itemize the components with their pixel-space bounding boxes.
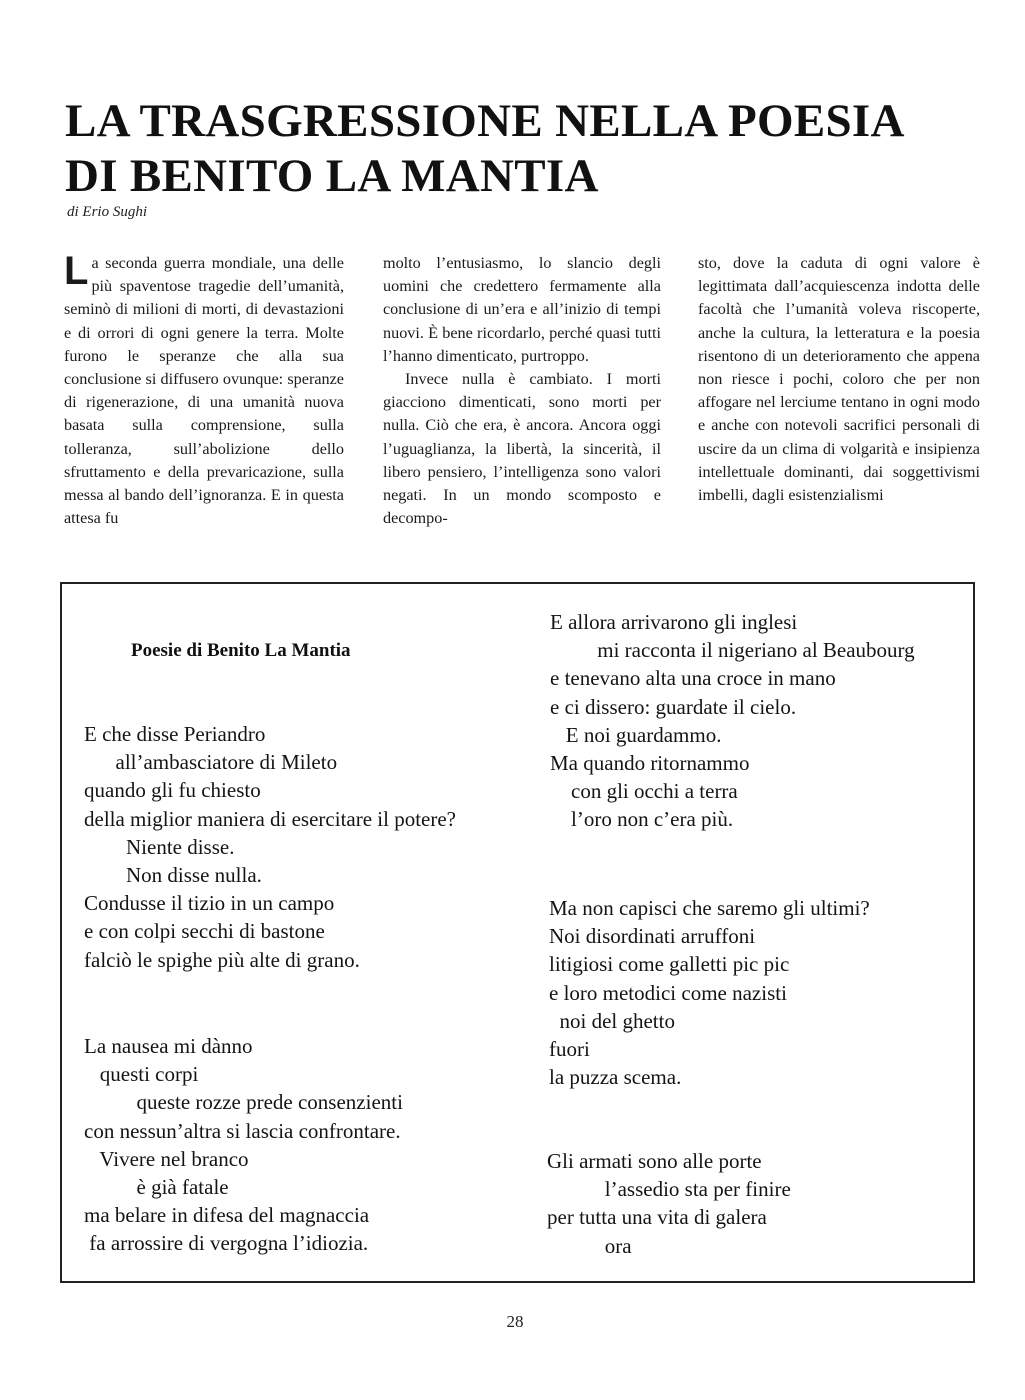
article-column-3 — [698, 252, 980, 507]
poem-line: con gli occhi a terra — [550, 779, 738, 804]
poem-line: E noi guardammo. — [550, 722, 722, 747]
article-title — [65, 94, 905, 204]
poem-line: La nausea mi dànno — [84, 1034, 253, 1058]
poem-line: E che disse Periandro — [84, 722, 266, 746]
poem-line: e con colpi secchi di bastone — [84, 919, 325, 944]
poem-line: Condusse il tizio in un campo — [84, 891, 335, 916]
poem-line: questi corpi — [84, 1062, 199, 1087]
poem-line: Gli armati sono alle porte — [547, 1149, 762, 1173]
poem-line: fa arrossire di vergogna l’idiozia. — [84, 1231, 369, 1256]
poems-heading: Poesie di Benito La Mantia — [131, 640, 351, 661]
column-2-paragraph-2: Invece nulla è cambiato. I morti giacciono dimenticati, sono morti per nulla. Ciò che era, è ancora. Ancora oggi l’uguaglianza, la libertà, la sincerità, il libero pensiero, l’intelligenza sono valori negati. In un mondo scomposto e decompo- — [383, 370, 661, 528]
column-2-paragraph-1: molto l’entusiasmo, lo slancio degli uomini che credettero fermamente alla conclusione di un’era e all’inizio di tempi nuovi. È bene ricordarlo, perché quasi tutti l’hanno dimenticato, purtroppo. — [383, 254, 661, 365]
poem-line: e ci dissero: guardate il cielo. — [550, 694, 797, 719]
drop-cap: L — [64, 249, 89, 293]
poem-line: Non disse nulla. — [84, 863, 262, 888]
poem-line: della miglior maniera di esercitare il potere? — [84, 806, 456, 831]
poem-line: la puzza scema. — [549, 1065, 682, 1090]
poem-line: ma belare in difesa del magnaccia — [84, 1203, 370, 1228]
article-title-line-2: DI BENITO LA MANTIA — [65, 150, 599, 202]
article-column-2 — [383, 252, 661, 530]
poem-line: E allora arrivarono gli inglesi — [550, 610, 798, 634]
poem-line: falciò le spighe più alte di grano. — [84, 947, 360, 972]
poem-line: Ma non capisci che saremo gli ultimi? — [549, 896, 870, 920]
poem-line: ora — [547, 1233, 632, 1258]
poem-line: noi del ghetto — [549, 1008, 675, 1033]
column-1-paragraph-1: a seconda guerra mondiale, una delle più spaventose tragedie dell’umanità, seminò di milioni di morti, di devastazioni e di orrori di ogni genere la terra. Molte furono le speranze che alla sua conclusione si diffusero ovunque: speranze di rigenerazione, di una umanità nuova basata sulla comprensione, sulla tolleranza, sull’abolizione dello sfruttamento e della prevaricazione, sulla messa al bando dell’ignoranza. E in questa attesa fu — [64, 254, 344, 528]
poem-line: l’assedio sta per finire — [547, 1177, 791, 1202]
poem-right-1 — [550, 608, 915, 834]
poem-line: Vivere nel branco — [84, 1146, 249, 1171]
poem-line: litigiosi come galletti pic pic — [549, 952, 790, 977]
poem-line: e tenevano alta una croce in mano — [550, 666, 836, 691]
article-column-1 — [64, 249, 344, 530]
byline: di Erio Sughi — [67, 204, 148, 220]
article-title-line-1: LA TRASGRESSIONE NELLA POESIA — [65, 95, 905, 147]
poem-right-3 — [547, 1147, 791, 1260]
poem-line: fuori — [549, 1037, 590, 1062]
poem-line: con nessun’altra si lascia confrontare. — [84, 1118, 401, 1143]
poem-line: mi racconta il nigeriano al Beaubourg — [550, 638, 915, 663]
poem-line: e loro metodici come nazisti — [549, 980, 787, 1005]
column-3-paragraph-1: sto, dove la caduta di ogni valore è legittimata dall’acquiescenza indotta delle facoltà che l’umanità voleva riscoperte, anche la cultura, la letteratura e la poesia risentono di un deterioramento che appena non riesce i pochi, coloro che per non affogare nel lerciume tentano in ogni modo e anche con notevoli sacrifici personali di uscire da un clima di volgarità e insipienza intellettuale dominanti, dai soggettivismi imbelli, dagli esistenzialismi — [698, 254, 980, 505]
poem-line: all’ambasciatore di Mileto — [84, 750, 338, 775]
poem-line: queste rozze prede consenzienti — [84, 1090, 403, 1115]
poem-line: è già fatale — [84, 1175, 229, 1200]
poem-line: per tutta una vita di galera — [547, 1205, 767, 1230]
poem-line: quando gli fu chiesto — [84, 778, 261, 803]
poem-right-2 — [549, 894, 870, 1091]
poem-line: Niente disse. — [84, 834, 235, 859]
poem-line: Noi disordinati arruffoni — [549, 924, 756, 949]
poem-line: Ma quando ritornammo — [550, 751, 750, 776]
poem-line: l’oro non c’era più. — [550, 807, 734, 832]
poem-left-1 — [84, 720, 456, 974]
page-number: 28 — [506, 1312, 524, 1331]
poem-left-2 — [84, 1032, 403, 1258]
